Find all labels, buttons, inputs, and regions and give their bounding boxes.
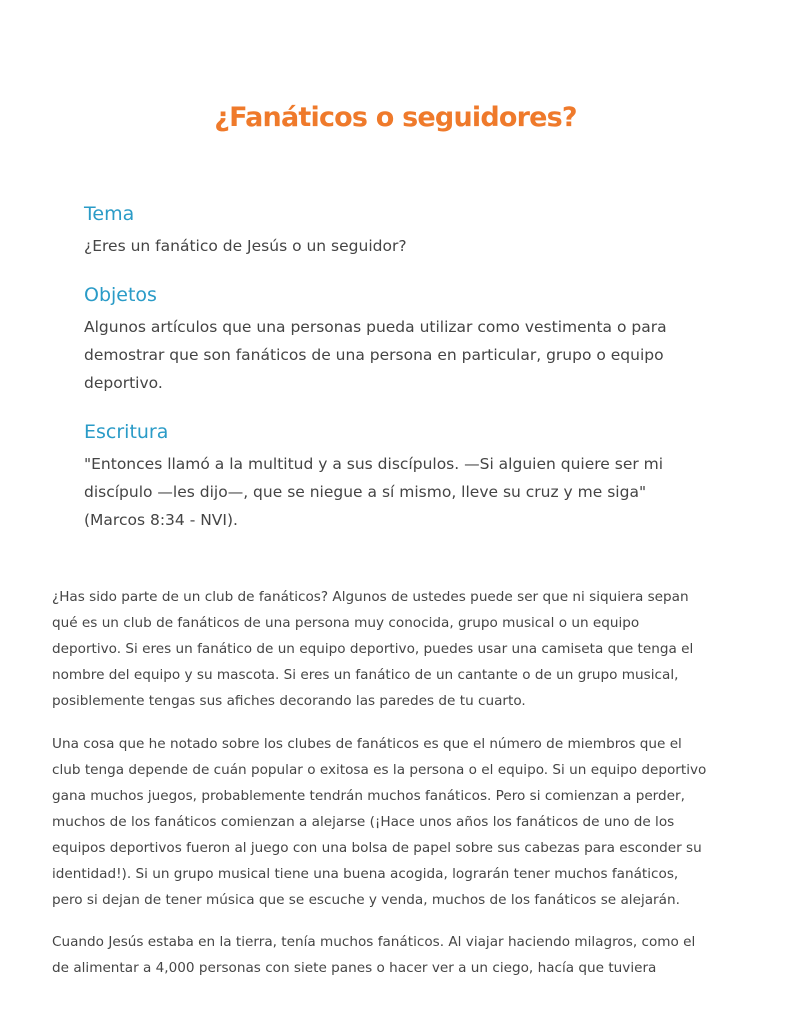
text-line: "Entonces llamó a la multitud y a sus discípulos. —Si alguien quiere ser mi [84, 455, 664, 473]
section-body-tema [84, 232, 724, 260]
text-line: ¿Eres un fanático de Jesús o un seguidor? [84, 237, 407, 255]
body-paragraph-2 [52, 731, 752, 913]
page-title: ¿Fanáticos o seguidores? [214, 102, 577, 133]
text-line: (Marcos 8:34 - NVI). [84, 511, 238, 529]
section-heading-tema: Tema [84, 203, 135, 225]
section-escritura [84, 420, 724, 534]
text-line: gana muchos juegos, probablemente tendrán muchos fanáticos. Pero si comienzan a perder, [52, 788, 685, 804]
section-tema [84, 202, 724, 260]
text-line: equipos deportivos fueron al juego con una bolsa de papel sobre sus cabezas para esconder su [52, 840, 702, 856]
text-line: de alimentar a 4,000 personas con siete panes o hacer ver a un ciego, hacía que tuviera [52, 960, 657, 976]
text-line: ¿Has sido parte de un club de fanáticos? Algunos de ustedes puede ser que ni siquiera sepan [52, 589, 689, 605]
body-paragraph-1 [52, 584, 752, 714]
body-paragraph-3 [52, 929, 752, 981]
section-heading-escritura: Escritura [84, 421, 169, 443]
text-line: deportivo. Si eres un fanático de un equipo deportivo, puedes usar una camiseta que tenga el [52, 641, 694, 657]
text-line: posiblemente tengas sus afiches decorando las paredes de tu cuarto. [52, 693, 526, 709]
text-line: Algunos artículos que una personas pueda utilizar como vestimenta o para [84, 318, 667, 336]
text-line: pero si dejan de tener música que se escuche y venda, muchos de los fanáticos se alejarán. [52, 892, 680, 908]
section-objetos [84, 283, 724, 397]
section-body-escritura [84, 450, 724, 534]
text-line: identidad!). Si un grupo musical tiene una buena acogida, lograrán tener muchos fanáticos, [52, 866, 679, 882]
text-line: muchos de los fanáticos comienzan a alejarse (¡Hace unos años los fanáticos de uno de los [52, 814, 675, 830]
text-line: qué es un club de fanáticos de una persona muy conocida, grupo musical o un equipo [52, 615, 640, 631]
text-line: deportivo. [84, 374, 163, 392]
section-heading-objetos: Objetos [84, 284, 157, 306]
text-line: Cuando Jesús estaba en la tierra, tenía muchos fanáticos. Al viajar haciendo milagros, como el [52, 934, 696, 950]
text-line: discípulo —les dijo—, que se niegue a sí mismo, lleve su cruz y me siga" [84, 483, 647, 501]
text-line: club tenga depende de cuán popular o exitosa es la persona o el equipo. Si un equipo deportivo [52, 762, 707, 778]
section-body-objetos [84, 313, 724, 397]
text-line: Una cosa que he notado sobre los clubes de fanáticos es que el número de miembros que el [52, 736, 682, 752]
text-line: demostrar que son fanáticos de una persona en particular, grupo o equipo [84, 346, 664, 364]
text-line: nombre del equipo y su mascota. Si eres un fanático de un cantante o de un grupo musical, [52, 667, 679, 683]
